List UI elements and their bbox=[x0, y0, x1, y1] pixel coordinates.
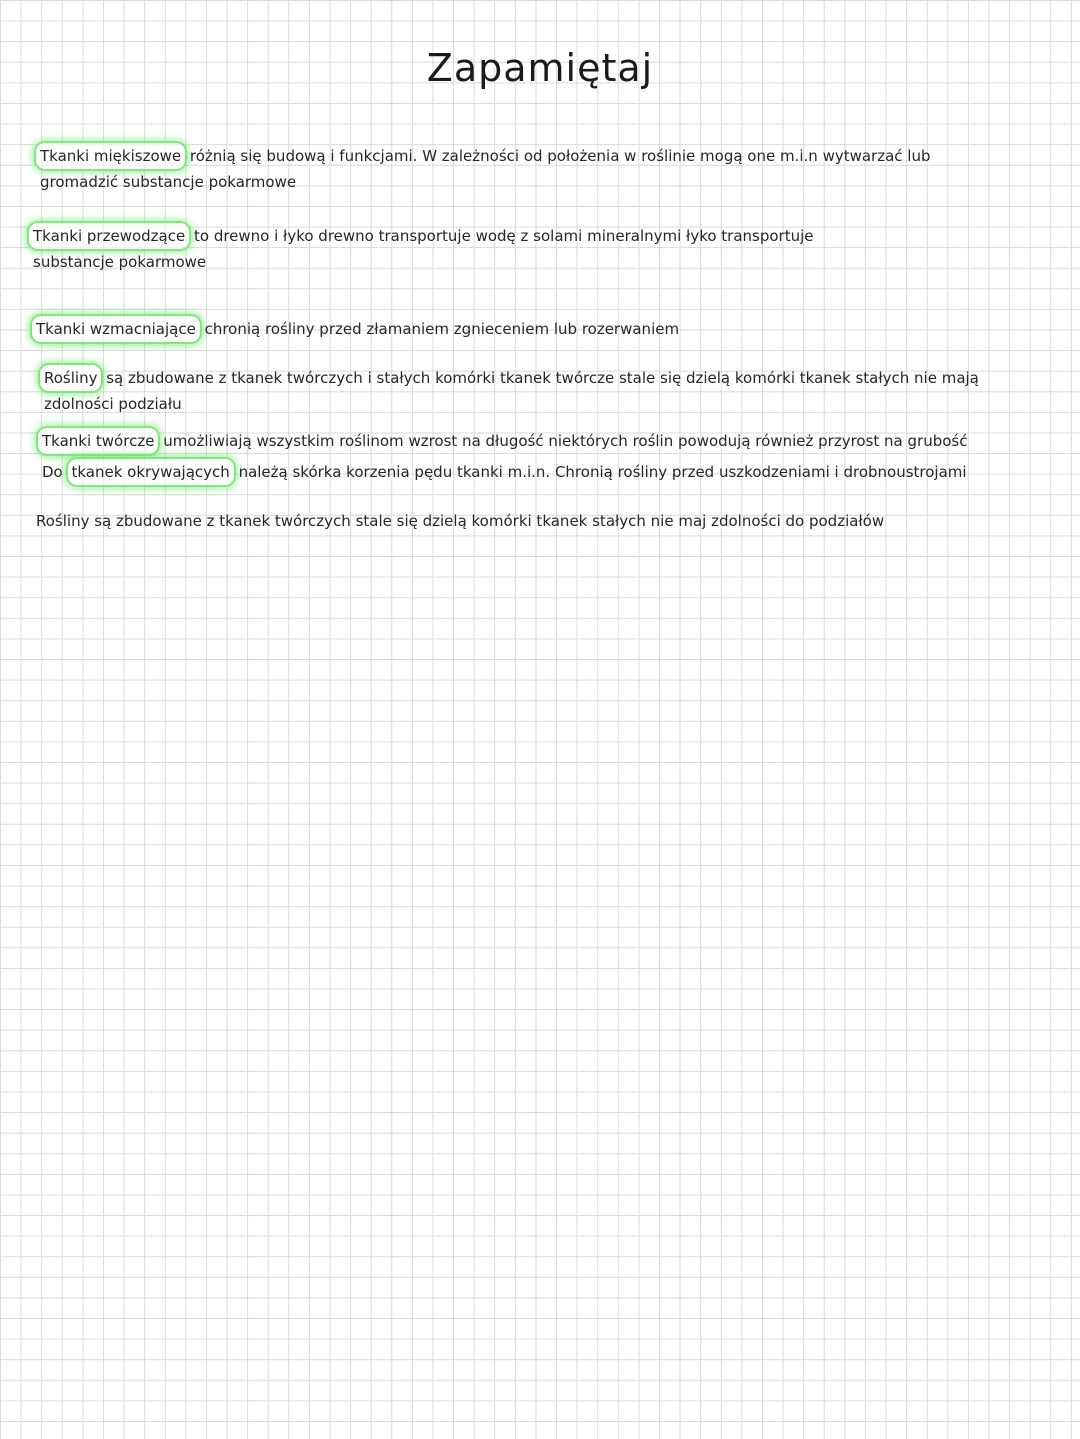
note-line bbox=[33, 223, 814, 249]
highlighted-term: Tkanki wzmacniające bbox=[32, 316, 200, 342]
highlighted-term: Tkanki przewodzące bbox=[29, 223, 189, 249]
note-text: Rośliny są zbudowane z tkanek twórczych stale się dzielą komórki tkanek stałych nie maj zdolności do podziałów bbox=[36, 512, 885, 530]
note-text: to drewno i łyko drewno transportuje wodę z solami mineralnymi łyko transportuje bbox=[189, 227, 814, 245]
note-text: zdolności podziału bbox=[44, 395, 182, 413]
note-line bbox=[42, 428, 967, 454]
note-text: substancje pokarmowe bbox=[33, 253, 207, 271]
highlighted-term: Rośliny bbox=[40, 365, 101, 391]
note-meristem bbox=[42, 428, 967, 454]
note-conducting-tissue bbox=[33, 223, 814, 275]
note-text: różnią się budową i funkcjami. W zależności od położenia w roślinie mogą one m.i.n wytwarzać lub bbox=[185, 147, 931, 165]
page-title: Zapamiętaj bbox=[426, 46, 654, 90]
note-text: Do bbox=[42, 463, 68, 481]
note-line bbox=[44, 365, 979, 391]
note-line bbox=[36, 316, 679, 342]
highlighted-term: Tkanki miękiszowe bbox=[36, 143, 185, 169]
highlighted-term: Tkanki twórcze bbox=[38, 428, 158, 454]
note-text: należą skórka korzenia pędu tkanki m.i.n. Chronią rośliny przed uszkodzeniami i drobnoustrojami bbox=[233, 463, 967, 481]
note-text: gromadzić substancje pokarmowe bbox=[40, 173, 297, 191]
note-summary bbox=[36, 508, 884, 534]
note-line bbox=[40, 143, 931, 169]
note-plants-structure bbox=[44, 365, 979, 417]
note-supporting-tissue bbox=[36, 316, 679, 342]
note-text: umożliwiają wszystkim roślinom wzrost na długość niektórych roślin powodują również przyrost na grubość bbox=[158, 432, 968, 450]
note-text: są zbudowane z tkanek twórczych i stałych komórki tkanek twórcze stale się dzielą komórki tkanek stałych nie mają bbox=[101, 369, 979, 387]
highlighted-term: tkanek okrywających bbox=[68, 459, 234, 485]
note-covering-tissue bbox=[42, 459, 967, 485]
note-line bbox=[42, 459, 967, 485]
note-parenchyma bbox=[40, 143, 931, 195]
note-text: chronią rośliny przed złamaniem zgnieceniem lub rozerwaniem bbox=[199, 320, 680, 338]
